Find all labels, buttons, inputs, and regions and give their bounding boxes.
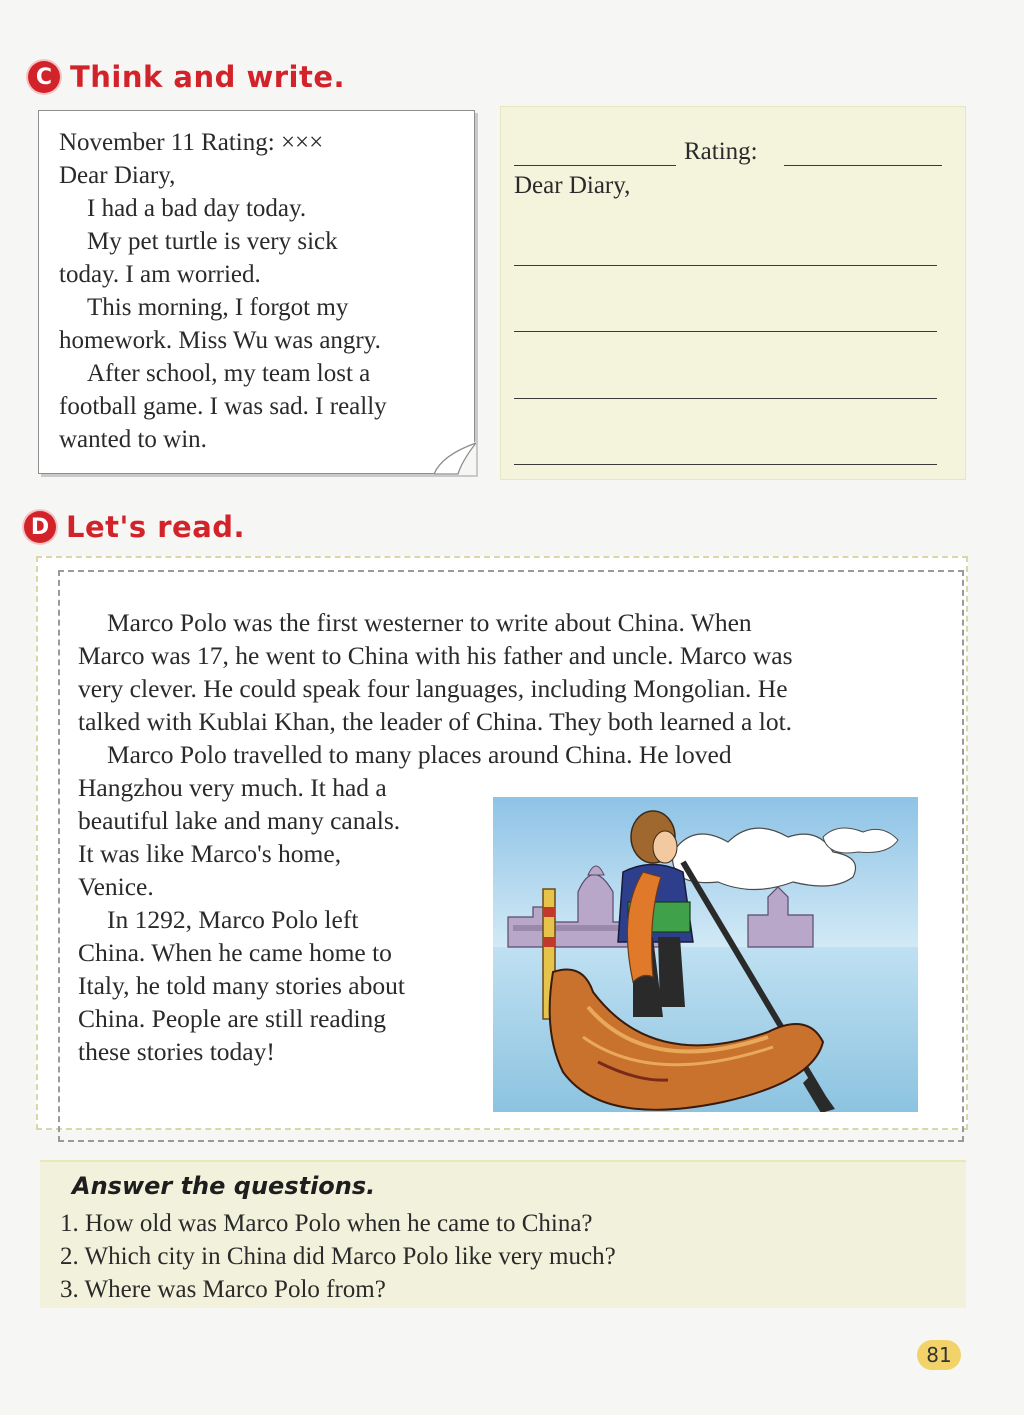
reading-line: talked with Kublai Khan, the leader of China. They both learned a lot. [78,707,793,736]
section-c-title: Think and write. [70,60,346,94]
diary-line: Dear Diary, [59,162,176,189]
reading-line: China. When he came home to [78,938,392,967]
diary-line: This morning, I forgot my [87,294,349,321]
reading-line: very clever. He could speak four languages, including Mongolian. He [78,674,788,703]
write-blank-line[interactable] [514,331,937,332]
write-blank-line[interactable] [514,265,937,266]
reading-line: these stories today! [78,1037,275,1066]
diary-sample-card [38,110,475,474]
section-d-badge: D [24,511,56,543]
diary-line: homework. Miss Wu was angry. [59,327,381,354]
section-c-badge: C [28,61,60,93]
reading-line: It was like Marco's home, [78,839,342,868]
rating-label: Rating: [684,138,758,165]
marco-polo-gondola-illustration [493,797,918,1112]
section-d-title: Let's read. [66,510,246,544]
page-curl-icon [432,441,476,475]
diary-line: I had a bad day today. [87,195,307,222]
diary-line: football game. I was sad. I really [59,393,387,420]
reading-line: Marco Polo travelled to many places around China. He loved [107,740,732,769]
reading-line: beautiful lake and many canals. [78,806,401,835]
section-c-heading [28,60,345,94]
reading-line: China. People are still reading [78,1004,387,1033]
write-blank-line[interactable] [514,398,937,399]
reading-line: Italy, he told many stories about [78,971,405,1000]
diary-line: wanted to win. [59,426,207,453]
write-blank-line[interactable] [514,464,937,465]
page-number-badge: 81 [917,1340,961,1370]
reading-line: In 1292, Marco Polo left [107,905,359,934]
diary-line: After school, my team lost a [87,360,371,387]
reading-line: Hangzhou very much. It had a [78,773,387,802]
dear-diary-label: Dear Diary, [514,172,631,199]
reading-line: Marco was 17, he went to China with his father and uncle. Marco was [78,641,793,670]
section-d-heading [24,510,245,544]
question-item: 1. How old was Marco Polo when he came to China? [60,1210,593,1237]
question-item: 2. Which city in China did Marco Polo like very much? [60,1243,616,1270]
diary-line: today. I am worried. [59,261,261,288]
diary-date-rating: November 11 Rating: ××× [59,129,324,156]
reading-line: Venice. [78,872,154,901]
reading-line: Marco Polo was the first westerner to write about China. When [107,608,752,637]
diary-line: My pet turtle is very sick [87,228,338,255]
questions-title: Answer the questions. [72,1172,376,1200]
rating-blank-line[interactable] [784,165,942,166]
question-item: 3. Where was Marco Polo from? [60,1276,386,1303]
date-blank-line[interactable] [514,165,676,166]
